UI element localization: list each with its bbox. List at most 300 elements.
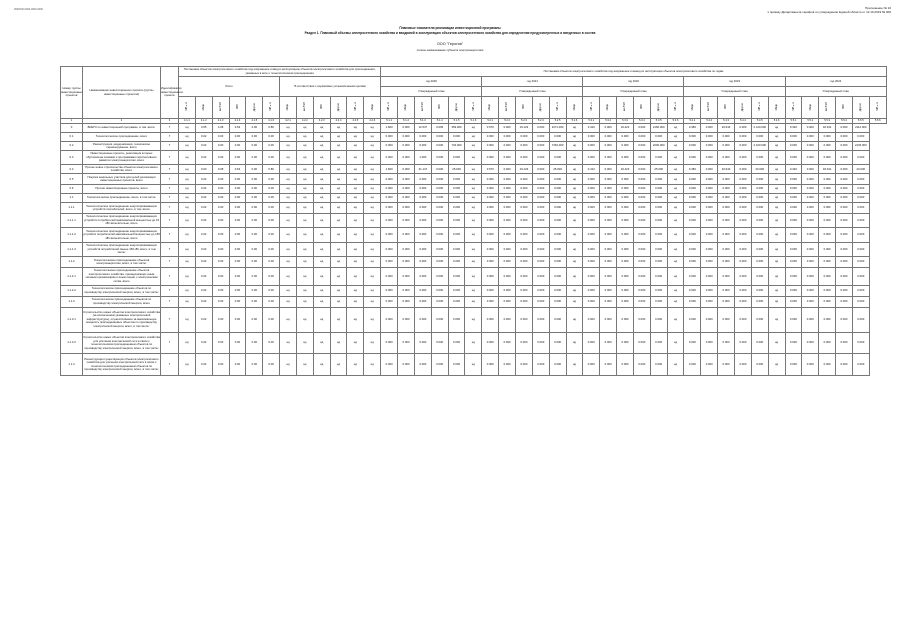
row-value: 0.000 <box>802 242 819 256</box>
row-value: 0.000 <box>718 332 735 354</box>
row-value: нд <box>768 213 785 227</box>
row-value: 0.00 <box>229 213 246 227</box>
column-number: 5.1.2 <box>398 119 415 124</box>
row-value: 0.00 <box>246 332 263 354</box>
row-value: 0.000 <box>600 174 617 185</box>
row-value: 0.000 <box>684 185 701 194</box>
row-value: нд <box>566 185 583 194</box>
row-name: Технологическое присоединение объектов электроэнергетики, всего, в том числе: <box>83 257 161 268</box>
row-value: нд <box>465 213 482 227</box>
row-value: 0.000 <box>398 267 415 285</box>
row-value: 0.000 <box>819 133 836 142</box>
row-value: нд <box>667 124 684 133</box>
row-value: нд <box>313 257 330 268</box>
document-code: 0000000-0000-0000-0000 <box>14 8 43 11</box>
row-value: 2271.000 <box>549 124 566 133</box>
row-value: 0.000 <box>819 194 836 203</box>
row-number: 0.4 <box>61 165 83 174</box>
row-value: нд <box>280 257 297 268</box>
table-row <box>61 296 887 307</box>
row-value: 0.000 <box>448 267 465 285</box>
row-value: 0.00 <box>263 142 280 151</box>
column-number: 5.3.2 <box>600 119 617 124</box>
column-number: 5.2.6 <box>566 119 583 124</box>
appendix-title: Приложение № 10 <box>865 6 891 10</box>
row-value: 0.00 <box>229 203 246 214</box>
row-value: нд <box>465 185 482 194</box>
row-number: 1.1.3 <box>61 296 83 307</box>
row-value: 0.00 <box>212 142 229 151</box>
row-value: 0.000 <box>499 213 516 227</box>
row-value: 0.000 <box>482 285 499 296</box>
row-value: нд <box>179 296 196 307</box>
row-value: нд <box>347 285 364 296</box>
row-value: 0.00 <box>263 151 280 165</box>
row-value: 0.00 <box>212 285 229 296</box>
row-value: нд <box>313 194 330 203</box>
row-value: 0.000 <box>532 257 549 268</box>
row-value: нд <box>364 185 381 194</box>
row-value: 0.02 <box>195 285 212 296</box>
row-value: 0.000 <box>718 133 735 142</box>
row-value: нд <box>667 257 684 268</box>
row-id: Г <box>161 267 179 285</box>
header-project-name: Наименование инвестиционного проекта (группы инвестиционных проектов) <box>83 67 161 119</box>
row-value: 20.000 <box>751 165 768 174</box>
row-value: 0.000 <box>684 242 701 256</box>
row-value: 0.00 <box>263 213 280 227</box>
row-value: 0.000 <box>532 213 549 227</box>
row-value: 0.02 <box>195 142 212 151</box>
row-value: 0.000 <box>819 142 836 151</box>
row-value: 0.000 <box>414 142 431 151</box>
row-value: 0.000 <box>482 174 499 185</box>
row-value: нд <box>313 174 330 185</box>
header-unit-label: Мвар <box>690 103 694 110</box>
row-value: нд <box>566 307 583 332</box>
row-value: 0.000 <box>482 142 499 151</box>
row-value: 0.000 <box>414 257 431 268</box>
row-value: 0.000 <box>734 133 751 142</box>
row-value: 0.000 <box>701 124 718 133</box>
row-value: нд <box>280 194 297 203</box>
row-value: 1.820 <box>381 124 398 133</box>
row-value: 0.02 <box>195 307 212 332</box>
row-value: нд <box>667 296 684 307</box>
row-value: 0.000 <box>414 213 431 227</box>
row-value: 0.000 <box>684 194 701 203</box>
row-value: 0.000 <box>734 257 751 268</box>
row-name: Покупка земельных участков для целей реализации инвестиционных проектов, всего <box>83 174 161 185</box>
header-unit <box>448 97 465 119</box>
row-value: 0.000 <box>701 203 718 214</box>
row-value: нд <box>566 124 583 133</box>
column-number: 5.4.5 <box>751 119 768 124</box>
row-value: нд <box>364 332 381 354</box>
row-value: 0.000 <box>482 185 499 194</box>
row-value: 0.000 <box>482 151 499 165</box>
row-value: 0.000 <box>836 124 853 133</box>
row-value: 0.00 <box>212 185 229 194</box>
row-value: 0.000 <box>802 151 819 165</box>
row-value: нд <box>179 124 196 133</box>
row-value: 0.86 <box>263 124 280 133</box>
row-value: 0.000 <box>617 174 634 185</box>
row-value: 0.000 <box>633 296 650 307</box>
row-value: 0.000 <box>684 267 701 285</box>
row-value: нд <box>330 165 347 174</box>
row-value: 0.00 <box>212 228 229 242</box>
row-value: 0.00 <box>229 194 246 203</box>
header-unit <box>263 97 280 119</box>
row-value: 0.000 <box>751 151 768 165</box>
row-value: нд <box>330 228 347 242</box>
row-value: нд <box>364 151 381 165</box>
row-value: нд <box>330 133 347 142</box>
row-value: нд <box>330 296 347 307</box>
row-value: нд <box>566 133 583 142</box>
header-unit-label: км ЛЭП <box>303 102 307 112</box>
row-value: нд <box>667 133 684 142</box>
row-value: 0.000 <box>650 285 667 296</box>
header-unit <box>701 97 718 119</box>
row-value: 0.000 <box>650 133 667 142</box>
row-value: 0.000 <box>398 151 415 165</box>
row-value: нд <box>566 228 583 242</box>
row-value: 0.000 <box>836 203 853 214</box>
row-number: 1.1.4 <box>61 354 83 376</box>
header-unit <box>650 97 667 119</box>
row-value: 0.000 <box>617 213 634 227</box>
row-value: 0.000 <box>414 185 431 194</box>
column-number: 5.5.6 <box>869 119 886 124</box>
header-unit-label: МВ×А <box>589 102 593 112</box>
column-number: 5.5.4 <box>836 119 853 124</box>
row-value: 0.00 <box>246 151 263 165</box>
row-value: нд <box>364 133 381 142</box>
row-value: 0.000 <box>431 257 448 268</box>
table-row <box>61 242 887 256</box>
row-value: 0.000 <box>836 267 853 285</box>
row-value: нд <box>179 332 196 354</box>
row-value: 0.000 <box>532 194 549 203</box>
row-value: 0.00 <box>263 296 280 307</box>
row-value: 0.000 <box>751 307 768 332</box>
column-number: 5.4.4 <box>734 119 751 124</box>
row-value: 0.000 <box>532 165 549 174</box>
row-value: 0.000 <box>499 228 516 242</box>
row-value: 0.000 <box>734 296 751 307</box>
header-unit <box>532 97 549 119</box>
row-value: нд <box>566 257 583 268</box>
row-value: 0.000 <box>633 165 650 174</box>
row-value: 0.00 <box>263 174 280 185</box>
row-value: 0.000 <box>499 165 516 174</box>
row-value: 0.00 <box>263 203 280 214</box>
row-value: 0.000 <box>751 133 768 142</box>
row-value: 0.000 <box>549 307 566 332</box>
row-value: нд <box>768 257 785 268</box>
row-value: 0.00 <box>212 213 229 227</box>
row-value: 0.000 <box>802 267 819 285</box>
header-unit-label: МВт <box>235 104 239 110</box>
row-value: 0.000 <box>448 242 465 256</box>
row-value: 0.000 <box>499 285 516 296</box>
row-value: нд <box>313 165 330 174</box>
row-value: 0.000 <box>852 332 869 354</box>
row-value: 0.65 <box>195 124 212 133</box>
header-unit <box>667 97 684 119</box>
row-value: 0.000 <box>718 213 735 227</box>
row-value: 0.02 <box>195 257 212 268</box>
row-value: 0.02 <box>195 151 212 165</box>
row-value: 0.000 <box>819 185 836 194</box>
table-row <box>61 133 887 142</box>
row-value: 0.000 <box>600 332 617 354</box>
row-value: 0.000 <box>852 285 869 296</box>
row-value: нд <box>566 285 583 296</box>
row-value: 0.000 <box>617 307 634 332</box>
row-value: 0.000 <box>701 213 718 227</box>
row-value: 0.000 <box>852 354 869 376</box>
row-value: нд <box>280 285 297 296</box>
row-value: 0.000 <box>499 203 516 214</box>
row-value: 0.000 <box>499 307 516 332</box>
row-value: 0.000 <box>633 332 650 354</box>
row-value: 0.000 <box>802 174 819 185</box>
row-value: нд <box>364 142 381 151</box>
row-value: нд <box>296 228 313 242</box>
row-value: нд <box>313 267 330 285</box>
row-value: 0.000 <box>583 285 600 296</box>
row-id: Г <box>161 213 179 227</box>
row-value: 0.000 <box>701 228 718 242</box>
header-unit-label: Мвар <box>286 103 290 110</box>
row-value: нд <box>566 354 583 376</box>
row-value: 0.000 <box>836 307 853 332</box>
row-value: нд <box>330 354 347 376</box>
row-name: Строительство новых объектов электросетевого хозяйства (за исключением указанных электросетевой инфраструктуры), осуществляемое за максимальную мощность присоединяемых объектов по производству электрической энергии, всего, в том числе: <box>83 307 161 332</box>
row-number: 0.6 <box>61 185 83 194</box>
row-id: Г <box>161 228 179 242</box>
row-value: 0.000 <box>785 174 802 185</box>
row-id: Г <box>161 142 179 151</box>
row-value: 0.00 <box>246 257 263 268</box>
row-value: 0.86 <box>263 165 280 174</box>
row-value: 0.00 <box>212 151 229 165</box>
row-value: 25.000 <box>549 165 566 174</box>
row-value: 0.000 <box>852 257 869 268</box>
header-unit <box>751 97 768 119</box>
header-unit-label: км ЛЭП <box>505 102 509 112</box>
row-value: 0.000 <box>398 124 415 133</box>
row-value: 0.000 <box>532 203 549 214</box>
row-value: 0.000 <box>734 124 751 133</box>
row-value: 0.000 <box>633 285 650 296</box>
row-value: нд <box>280 142 297 151</box>
row-value: 0.00 <box>246 133 263 142</box>
row-value: 0.096 <box>431 124 448 133</box>
row-value: 0.000 <box>701 332 718 354</box>
row-value: нд <box>313 285 330 296</box>
row-value: нд <box>179 213 196 227</box>
row-value: 0.000 <box>398 203 415 214</box>
row-value: нд <box>313 242 330 256</box>
row-value: 0.000 <box>751 257 768 268</box>
row-value: 0.000 <box>650 213 667 227</box>
column-number: 1 <box>61 119 83 124</box>
row-value: 0.000 <box>431 213 448 227</box>
table-row <box>61 203 887 214</box>
row-value: 0.000 <box>836 174 853 185</box>
row-value: 0.000 <box>381 133 398 142</box>
row-value: 0.000 <box>819 203 836 214</box>
header-unit <box>330 97 347 119</box>
row-value: 0.000 <box>516 151 533 165</box>
row-value: нд <box>364 285 381 296</box>
row-value: 0.000 <box>549 185 566 194</box>
row-number: 1.1.2.2 <box>61 285 83 296</box>
row-value: 0.483 <box>684 165 701 174</box>
row-value: 0.000 <box>414 267 431 285</box>
row-value: 0.000 <box>852 296 869 307</box>
row-value: нд <box>330 332 347 354</box>
row-value: нд <box>330 142 347 151</box>
row-value: нд <box>347 257 364 268</box>
row-value: 0.000 <box>785 354 802 376</box>
row-value: нд <box>347 242 364 256</box>
row-value: 0.00 <box>212 133 229 142</box>
row-value: нд <box>768 124 785 133</box>
row-value: 0.000 <box>398 307 415 332</box>
row-value: нд <box>667 267 684 285</box>
row-value: 0.000 <box>734 354 751 376</box>
row-value: 0.000 <box>819 228 836 242</box>
header-unit <box>364 97 381 119</box>
column-number: 5.5.3 <box>819 119 836 124</box>
header-unit-label: км ЛЭП <box>825 102 829 112</box>
row-value: 0.00 <box>229 242 246 256</box>
row-value: 0.000 <box>734 151 751 165</box>
row-value: нд <box>768 242 785 256</box>
row-value: 0.000 <box>785 267 802 285</box>
row-value: нд <box>296 151 313 165</box>
row-value: нд <box>313 228 330 242</box>
header-unit <box>819 97 836 119</box>
row-value: 0.000 <box>398 296 415 307</box>
column-number: 4.1.2 <box>195 119 212 124</box>
row-number: 1.1.2.1 <box>61 267 83 285</box>
row-value: нд <box>347 267 364 285</box>
table-row <box>61 285 887 296</box>
row-value: 0.000 <box>431 142 448 151</box>
header-unit <box>633 97 650 119</box>
header-unit <box>869 97 886 119</box>
row-number: 0 <box>61 124 83 133</box>
row-value: нд <box>330 213 347 227</box>
column-number: 5.4.1 <box>684 119 701 124</box>
row-value: 0.000 <box>448 151 465 165</box>
row-value: 0.000 <box>633 194 650 203</box>
column-number: 3 <box>161 119 179 124</box>
row-value: 0.00 <box>246 194 263 203</box>
row-value: 0.000 <box>785 332 802 354</box>
row-value: 0.000 <box>633 307 650 332</box>
row-value: 0.000 <box>836 296 853 307</box>
row-value: нд <box>465 142 482 151</box>
row-value: нд <box>313 151 330 165</box>
row-value: 19.123 <box>516 165 533 174</box>
row-value: нд <box>179 203 196 214</box>
column-number: 5.1.5 <box>448 119 465 124</box>
row-value: нд <box>313 296 330 307</box>
row-value: нд <box>313 307 330 332</box>
row-value: 0.000 <box>532 228 549 242</box>
row-value: 0.000 <box>819 151 836 165</box>
row-value: 0.000 <box>381 185 398 194</box>
header-unit <box>296 97 313 119</box>
row-value: нд <box>347 296 364 307</box>
row-value: 0.000 <box>448 285 465 296</box>
header-unit-label: км ЛЭП <box>707 102 711 112</box>
row-value: 0.000 <box>734 228 751 242</box>
row-value: 0.000 <box>482 194 499 203</box>
row-value: 0.000 <box>414 203 431 214</box>
header-unit <box>768 97 785 119</box>
header-unit-label: МВт <box>319 104 323 110</box>
row-value: 0.000 <box>802 142 819 151</box>
row-value: 0.000 <box>734 194 751 203</box>
row-value: 0.000 <box>532 307 549 332</box>
row-value: 0.000 <box>499 174 516 185</box>
row-value: 21.147 <box>414 165 431 174</box>
row-value: 19.123 <box>516 124 533 133</box>
row-value: 0.320 <box>785 124 802 133</box>
row-value: нд <box>364 213 381 227</box>
header-unit <box>499 97 516 119</box>
row-value: 0.08 <box>212 165 229 174</box>
row-value: нд <box>280 203 297 214</box>
header-plan-4: Утвержденный план <box>684 87 785 97</box>
row-value: 0.000 <box>617 228 634 242</box>
row-value: 0.000 <box>398 133 415 142</box>
row-value: 2200.000 <box>650 142 667 151</box>
row-name: Технологическое присоединение энергопринимающих устройств потребителей максимальной мощностью до 150 кВт включительно, всего <box>83 228 161 242</box>
row-value: нд <box>667 228 684 242</box>
row-value: нд <box>465 267 482 285</box>
row-value: нд <box>330 203 347 214</box>
row-value: 0.02 <box>195 174 212 185</box>
header-unit-label: Мвар <box>808 103 812 110</box>
header-unit-label: МВ×А <box>269 102 273 112</box>
header-group-a-normative: В соответствии с нормативно установленными целями <box>280 77 381 97</box>
row-value: нд <box>179 242 196 256</box>
header-unit <box>280 97 297 119</box>
column-number: 4.1.6 <box>263 119 280 124</box>
row-value: 0.00 <box>246 165 263 174</box>
row-value: 19.423 <box>617 165 634 174</box>
row-value: 0.000 <box>549 174 566 185</box>
row-value: нд <box>296 142 313 151</box>
row-value: 0.000 <box>734 267 751 285</box>
row-value: 0.000 <box>499 124 516 133</box>
row-value: 0.000 <box>600 151 617 165</box>
row-name: Технологическое присоединение, всего, в том числе: <box>83 194 161 203</box>
header-unit-label: МВт <box>724 104 728 110</box>
row-value: 0.00 <box>263 242 280 256</box>
table-row <box>61 174 887 185</box>
row-value: 0.000 <box>532 142 549 151</box>
